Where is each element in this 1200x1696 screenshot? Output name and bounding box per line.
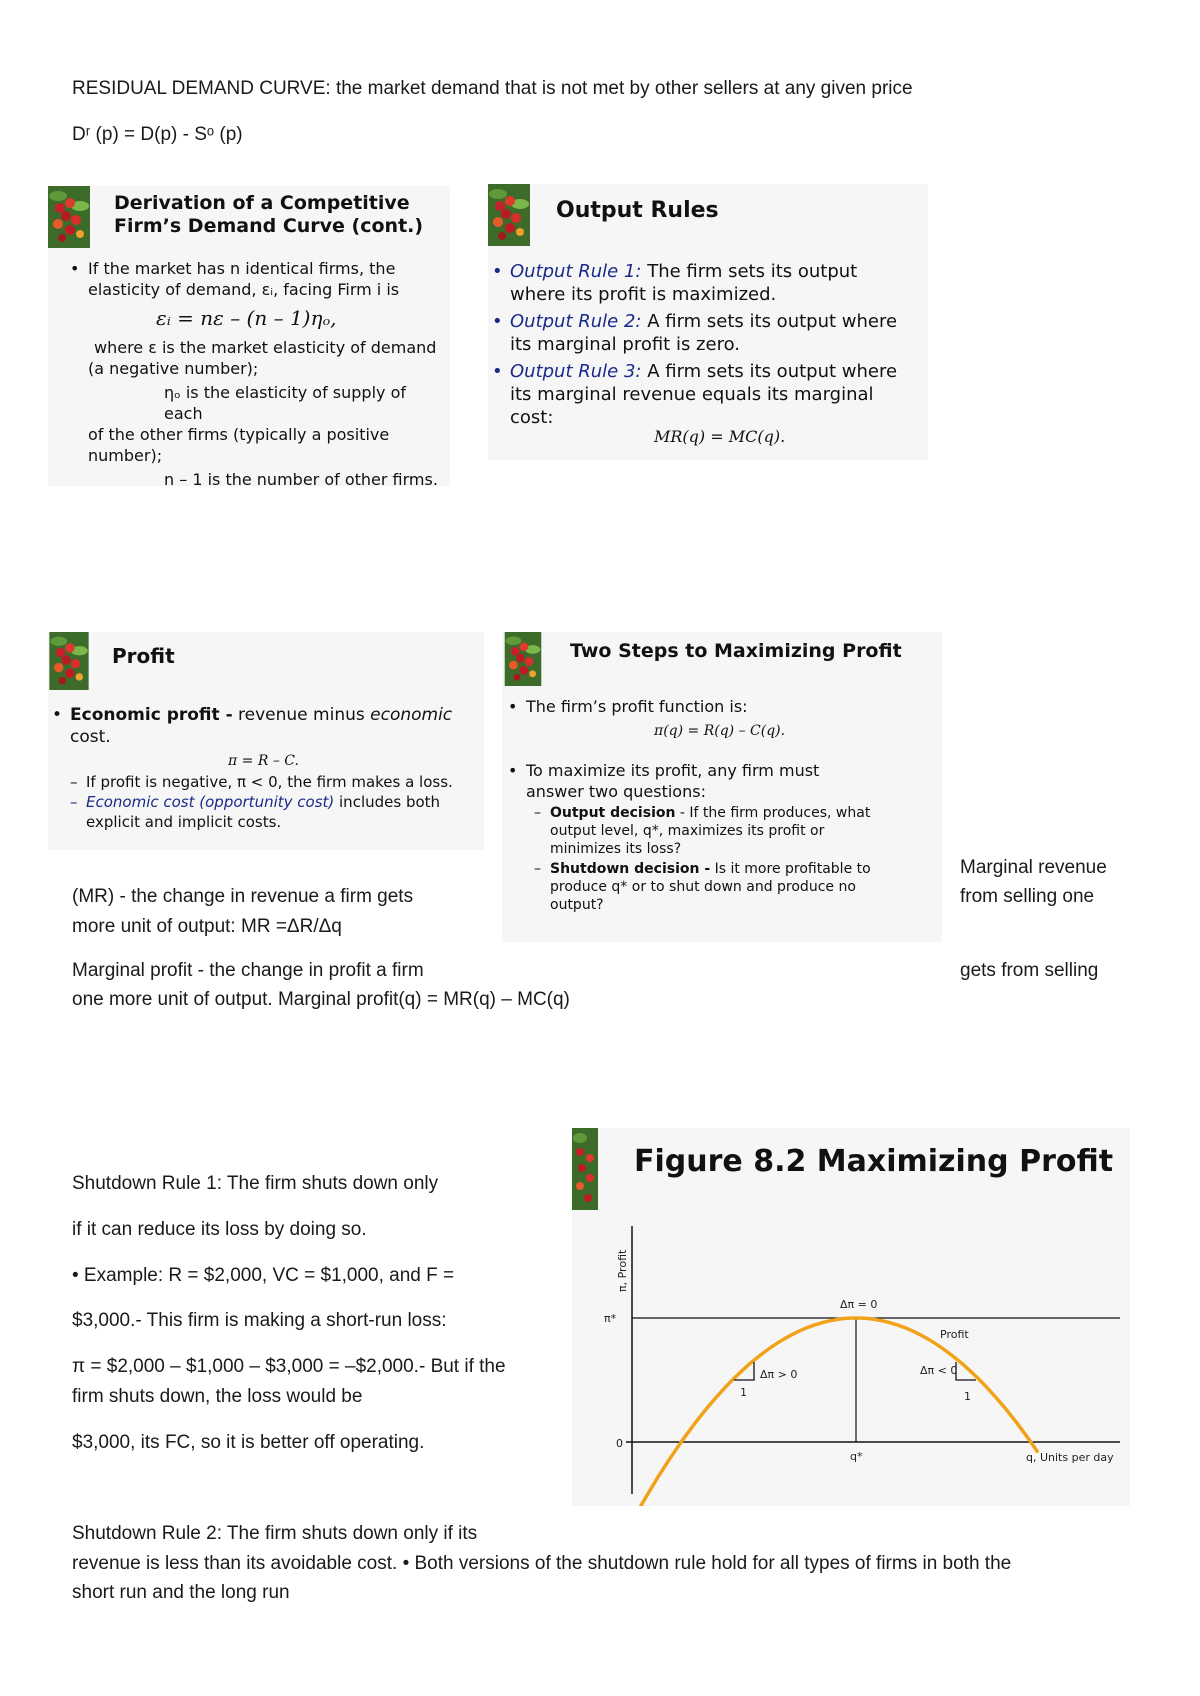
- coffee-berries-icon: [488, 184, 530, 246]
- bullet-text: If the market has n identical firms, the: [88, 259, 396, 278]
- shutdown-example: $3,000.- This firm is making a short-run loss:: [72, 1310, 447, 1331]
- shutdown-example: • Example: R = $2,000, VC = $1,000, and F =: [72, 1265, 455, 1286]
- bullet-text: elasticity of demand, εᵢ, facing Firm i is: [88, 280, 400, 299]
- coffee-berries-icon: [48, 186, 90, 248]
- where-text: where ε is the market elasticity of demand: [94, 338, 437, 357]
- sub-text: If profit is negative, π < 0, the firm makes a loss.: [86, 773, 453, 791]
- marginal-profit-right: gets from selling: [960, 960, 1099, 981]
- decision-text: - If the firm produces, what: [675, 805, 871, 821]
- coffee-berries-icon: [502, 632, 544, 686]
- coffee-berries-icon: [572, 1128, 598, 1210]
- shutdown-example: π = $2,000 – $1,000 – $3,000 = –$2,000.- But if the: [72, 1356, 506, 1377]
- marginal-profit-line: Marginal profit - the change in profit a firm: [72, 960, 424, 981]
- profit-curve: [638, 1318, 1038, 1506]
- bullet-text: cost.: [70, 727, 111, 747]
- decision-text: minimizes its loss?: [550, 841, 682, 857]
- slide-demand-curve: Derivation of a Competitive Firm’s Demand Curve (cont.) • If the market has n identical firms, the elasticity of demand, εᵢ, facing Firm i is εᵢ = nε – (n – 1)ηₒ, where ε is the market elasticity of demand (a negative number); ηₒ is the elasticity of supply of each of the other firms (typically a positive number); n – 1 is the number of other firms.: [48, 186, 450, 486]
- bullet-text: answer two questions:: [526, 782, 706, 801]
- decision-label: Output decision: [550, 805, 676, 821]
- shutdown-rule1-text: if it can reduce its loss by doing so.: [72, 1219, 367, 1240]
- rule-text: where its profit is maximized.: [510, 284, 777, 305]
- x-tick-label: q*: [850, 1450, 863, 1463]
- slide-title-line: Firm’s Demand Curve (cont.): [114, 214, 424, 237]
- shutdown-rule2-text: Shutdown Rule 2: The firm shuts down only if its: [72, 1523, 478, 1544]
- mr-definition-line: (MR) - the change in revenue a firm gets: [72, 886, 414, 907]
- shutdown-rule2-text: revenue is less than its avoidable cost. • Both versions of the shutdown rule hold for all types of firms in both the: [72, 1553, 1012, 1574]
- rule-label: Output Rule 2:: [510, 311, 642, 332]
- rule-text: A firm sets its output where: [641, 311, 898, 332]
- y-axis-label: π, Profit: [616, 1249, 629, 1292]
- shutdown-rule1-text: Shutdown Rule 1: The firm shuts down only: [72, 1173, 439, 1194]
- slide-profit: Profit • Economic profit - revenue minus economic cost. π = R – C. – If profit is negative, π < 0, the firm makes a loss. – Economic cost (opportunity cost) includes both explicit and implicit costs.: [48, 632, 484, 850]
- slope-triangle: [956, 1362, 976, 1380]
- mr-mc-formula: MR(q) = MC(q).: [654, 427, 786, 446]
- slide-title: Profit: [112, 644, 175, 668]
- mr-definition-line: more unit of output: MR =ΔR/Δq: [72, 916, 342, 937]
- bullet-text: To maximize its profit, any firm must: [526, 761, 820, 780]
- rule-text: A firm sets its output where: [641, 361, 898, 382]
- annotation-label: 1: [740, 1386, 747, 1399]
- slide-title: Output Rules: [556, 198, 719, 223]
- figure-maximizing-profit: [572, 1128, 1130, 1506]
- y-tick-label: π*: [604, 1312, 617, 1325]
- residual-demand-definition: RESIDUAL DEMAND CURVE: the market demand that is not met by other sellers at any given price: [72, 78, 913, 99]
- slide-output-rules: Output Rules • Output Rule 1: The firm sets its output where its profit is maximized. • Output Rule 2: A firm sets its output where its marginal profit is zero. • Output Rule 3: A firm sets its output where its marginal revenue equals its marginal cost: MR(q) = MC(q).: [488, 184, 928, 460]
- decision-text: output level, q*, maximizes its profit or: [550, 823, 825, 839]
- shutdown-rule2-text: short run and the long run: [72, 1582, 290, 1603]
- rule-text: The firm sets its output: [641, 261, 858, 282]
- figure-title: Figure 8.2 Maximizing Profit: [634, 1144, 1114, 1179]
- rule-label: Output Rule 1:: [510, 261, 642, 282]
- profit-formula: π = R – C.: [228, 753, 299, 769]
- where-text: (a negative number);: [88, 359, 259, 378]
- slide-title-line: Derivation of a Competitive: [114, 192, 410, 214]
- where-text: n – 1 is the number of other firms.: [164, 470, 438, 489]
- annotation-label: 1: [964, 1390, 971, 1403]
- bullet-text: revenue minus: [232, 705, 371, 725]
- mr-definition-right: from selling one: [960, 886, 1095, 907]
- curve-label: Profit: [940, 1328, 969, 1341]
- sub-italic: Economic cost (opportunity cost): [86, 793, 335, 811]
- coffee-berries-icon: [48, 632, 90, 690]
- where-text: of the other firms (typically a positive: [88, 425, 390, 444]
- rule-text: its marginal revenue equals its marginal: [510, 384, 874, 405]
- x-axis-label: q, Units per day: [1026, 1451, 1114, 1464]
- decision-label: Shutdown decision -: [550, 861, 711, 877]
- elasticity-formula: εᵢ = nε – (n – 1)ηₒ,: [156, 306, 337, 330]
- y-tick-label: 0: [616, 1437, 623, 1450]
- decision-text: output?: [550, 897, 604, 913]
- bullet-italic: economic: [370, 705, 453, 725]
- annotation-label: Δπ > 0: [760, 1368, 798, 1381]
- bullet-text: The firm’s profit function is:: [526, 697, 748, 716]
- profit-function-formula: π(q) = R(q) – C(q).: [654, 723, 786, 739]
- where-text: ηₒ is the elasticity of supply of each: [164, 383, 406, 423]
- annotation-label: Δπ = 0: [840, 1298, 878, 1311]
- rule-text: cost:: [510, 407, 554, 428]
- shutdown-example: $3,000, its FC, so it is better off operating.: [72, 1432, 425, 1453]
- rule-text: its marginal profit is zero.: [510, 334, 741, 355]
- annotation-label: Δπ < 0: [920, 1364, 958, 1377]
- sub-text: includes both: [334, 793, 441, 811]
- sub-text: explicit and implicit costs.: [86, 813, 282, 831]
- where-text: number);: [88, 446, 163, 465]
- slide-title: Two Steps to Maximizing Profit: [570, 640, 902, 662]
- residual-demand-formula: Dʳ (p) = D(p) - Sᵒ (p): [72, 124, 243, 145]
- decision-text: produce q* or to shut down and produce no: [550, 879, 856, 895]
- profit-chart: [572, 1216, 1130, 1506]
- decision-text: Is it more profitable to: [710, 861, 871, 877]
- shutdown-example: firm shuts down, the loss would be: [72, 1386, 363, 1407]
- marginal-profit-line: one more unit of output. Marginal profit(q) = MR(q) – MC(q): [72, 989, 570, 1010]
- rule-label: Output Rule 3:: [510, 361, 642, 382]
- slide-two-steps: Two Steps to Maximizing Profit • The firm’s profit function is: π(q) = R(q) – C(q). • To maximize its profit, any firm must answer two questions: – Output decision - If the firm produces, what output level, q*, maximizes its profit or minimizes its loss? – Shutdown decision - Is it more profitable to produce q* or to shut down and produce no output?: [502, 632, 942, 942]
- bullet-bold: Economic profit -: [70, 705, 233, 725]
- mr-definition-right: Marginal revenue: [960, 857, 1107, 878]
